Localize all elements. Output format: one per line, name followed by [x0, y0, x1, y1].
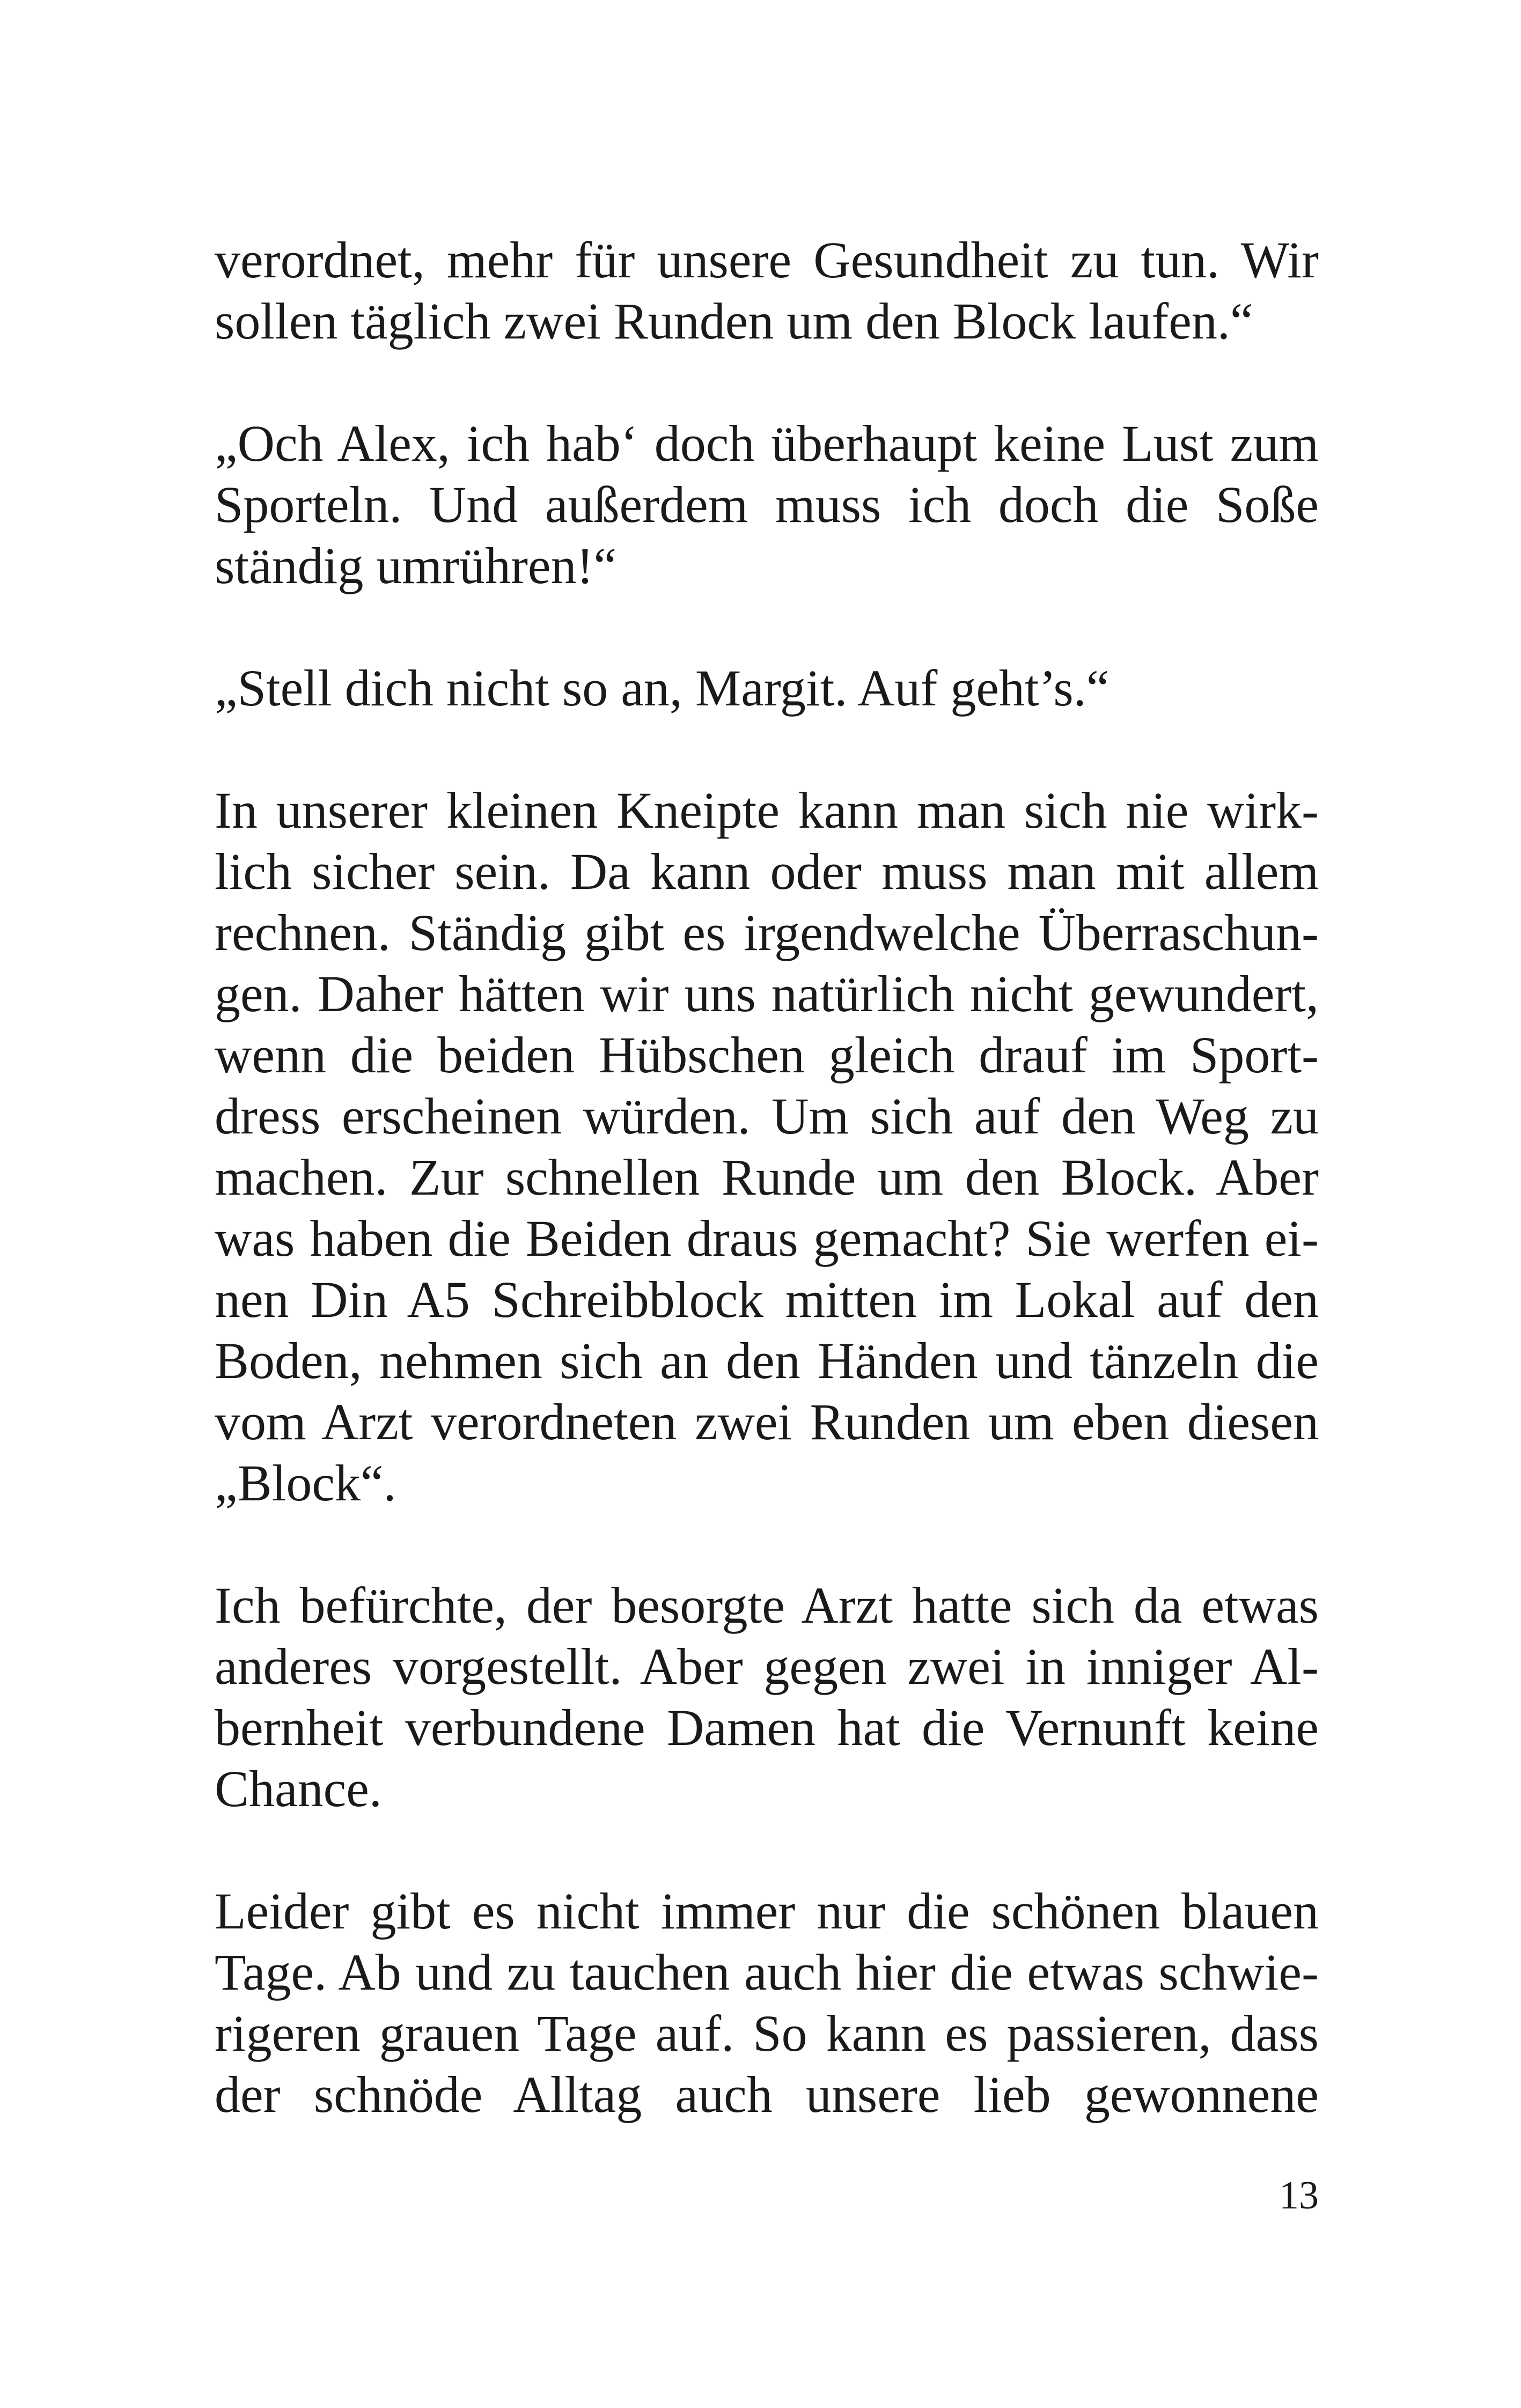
- text-line: rechnen. Ständig gibt es irgendwelche Überraschun-: [215, 904, 1319, 961]
- paragraph-gap: [215, 1820, 1319, 1881]
- text-line: verordnet, mehr für unsere Gesundheit zu tun. Wir: [215, 231, 1319, 289]
- paragraph-gap: [215, 1514, 1319, 1575]
- text-line: wenn die beiden Hübschen gleich drauf im Sport-: [215, 1026, 1319, 1084]
- text-line: Sporteln. Und außerdem muss ich doch die Soße: [215, 476, 1319, 533]
- text-line: was haben die Beiden draus gemacht? Sie werfen ei-: [215, 1210, 1319, 1267]
- text-line: Boden, nehmen sich an den Händen und tänzeln die: [215, 1332, 1319, 1389]
- page-number: 13: [1279, 2174, 1319, 2218]
- text-line: sollen täglich zwei Runden um den Block laufen.“: [215, 292, 1253, 350]
- text-line: In unserer kleinen Kneipte kann man sich nie wirk-: [215, 782, 1319, 839]
- paragraph: [215, 1881, 1319, 2125]
- text-line: der schnöde Alltag auch unsere lieb gewonnene: [215, 2066, 1319, 2123]
- text-line: gen. Daher hätten wir uns natürlich nicht gewundert,: [215, 965, 1319, 1022]
- text-line: lich sicher sein. Da kann oder muss man mit allem: [215, 843, 1319, 900]
- paragraph-gap: [215, 719, 1319, 780]
- text-line: ständig umrühren!“: [215, 537, 617, 594]
- text-line: Leider gibt es nicht immer nur die schönen blauen: [215, 1882, 1319, 1940]
- text-line: „Och Alex, ich hab‘ doch überhaupt keine Lust zum: [215, 415, 1319, 472]
- paragraph: [215, 413, 1319, 597]
- text-line: Tage. Ab und zu tauchen auch hier die etwas schwie-: [215, 1943, 1319, 2001]
- paragraph-gap: [215, 352, 1319, 413]
- text-line: „Stell dich nicht so an, Margit. Auf geht’s.“: [215, 659, 1109, 717]
- text-line: dress erscheinen würden. Um sich auf den Weg zu: [215, 1087, 1319, 1145]
- text-line: vom Arzt verordneten zwei Runden um eben diesen: [215, 1393, 1319, 1450]
- text-line: rigeren grauen Tage auf. So kann es passieren, dass: [215, 2005, 1319, 2062]
- text-line: anderes vorgestellt. Aber gegen zwei in inniger Al-: [215, 1638, 1319, 1695]
- text-line: Chance.: [215, 1760, 382, 1817]
- paragraph: [215, 658, 1319, 719]
- paragraph-gap: [215, 597, 1319, 658]
- text-line: „Block“.: [215, 1454, 396, 1512]
- text-line: bernheit verbundene Damen hat die Vernunft keine: [215, 1699, 1319, 1756]
- paragraph: [215, 1575, 1319, 1820]
- text-line: nen Din A5 Schreibblock mitten im Lokal auf den: [215, 1271, 1319, 1328]
- text-line: Ich befürchte, der besorgte Arzt hatte sich da etwas: [215, 1577, 1319, 1634]
- paragraph: [215, 780, 1319, 1514]
- text-line: machen. Zur schnellen Runde um den Block. Aber: [215, 1148, 1319, 1206]
- paragraph: [215, 230, 1319, 352]
- body-text: [215, 230, 1319, 2125]
